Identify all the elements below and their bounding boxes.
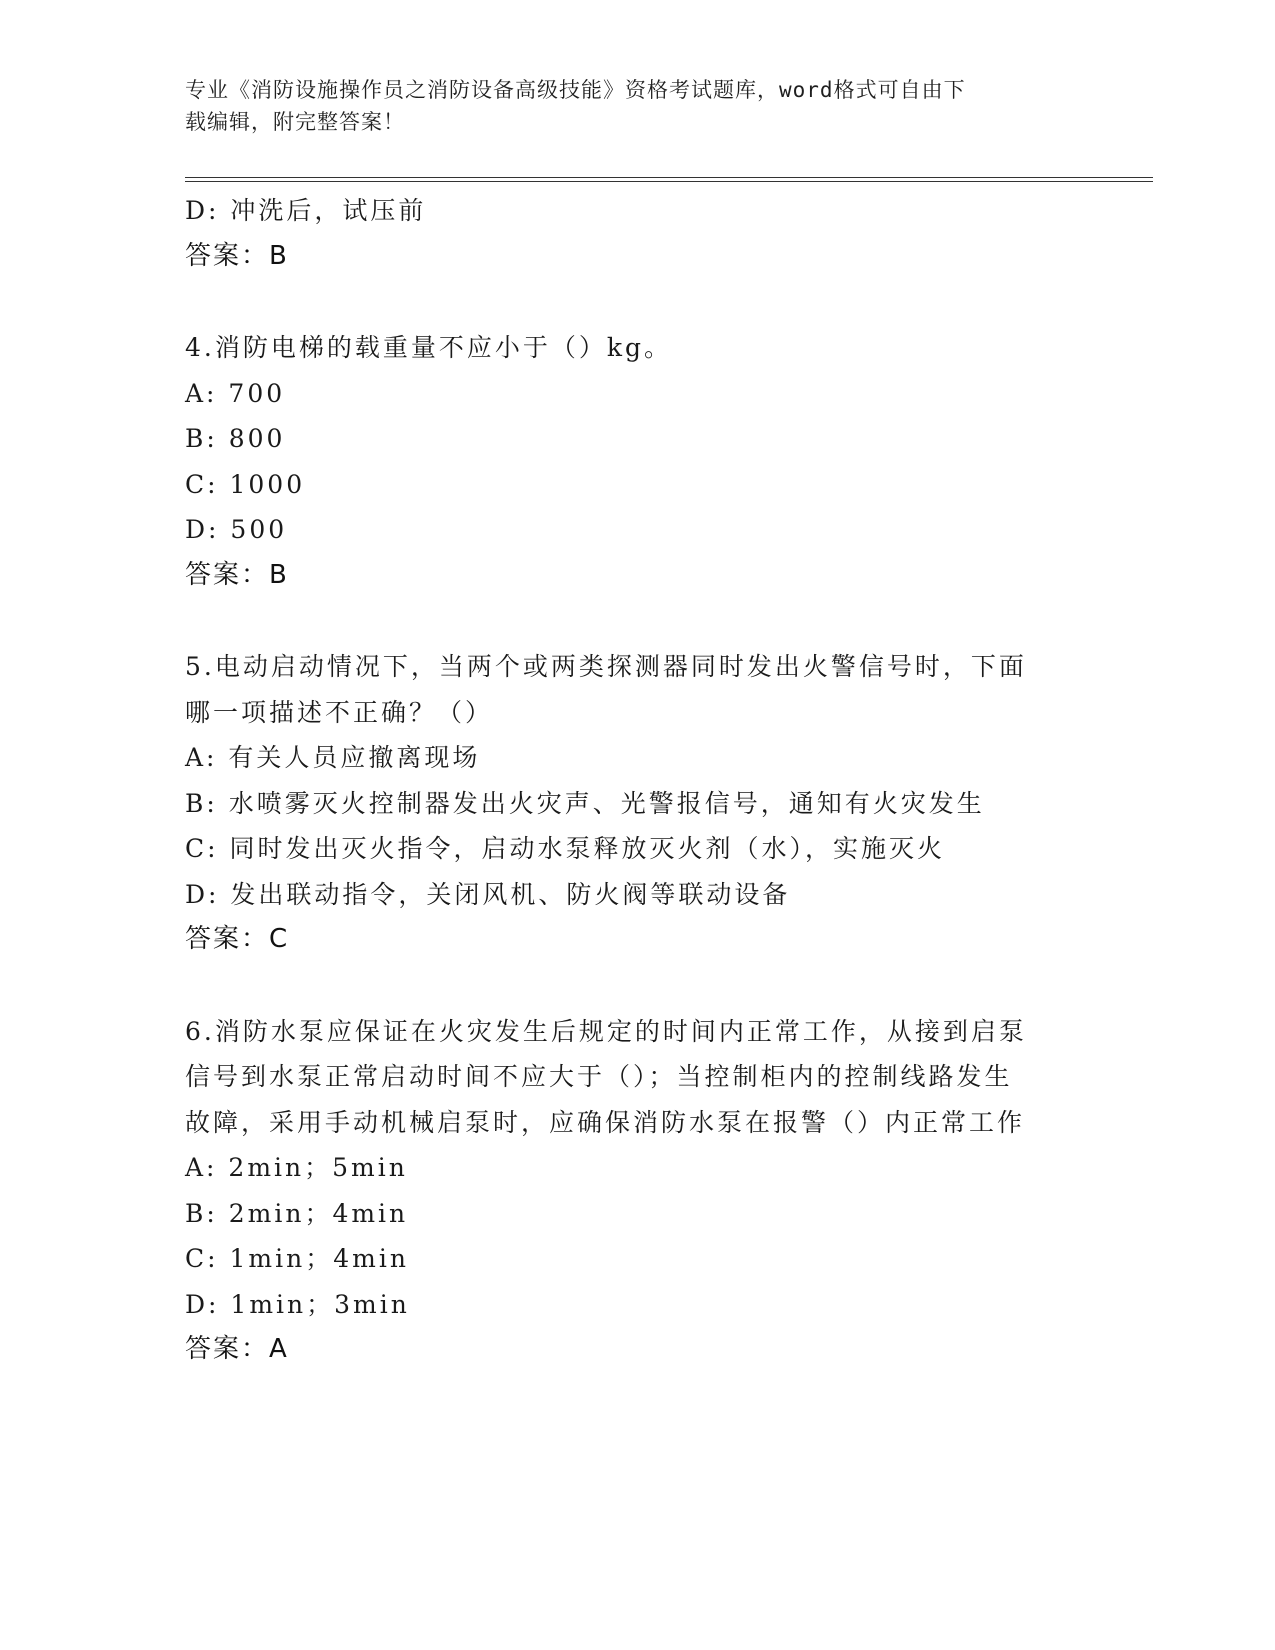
option-d: D: 500 (185, 515, 288, 544)
option-d: D: 发出联动指令，关闭风机、防火阀等联动设备 (185, 879, 791, 909)
question-stem-line-3: 故障，采用手动机械启泵时，应确保消防水泵在报警（）内正常工作 (185, 1107, 1026, 1137)
option-c: C: 1min；4min (185, 1244, 409, 1273)
document-header (185, 74, 1065, 138)
question-stem-line-1: 5.电动启动情况下，当两个或两类探测器同时发出火警信号时，下面 (185, 652, 1027, 681)
question-4 (185, 325, 1085, 598)
option-a: A: 2min；5min (185, 1153, 408, 1182)
answer-line: 答案：C (185, 924, 290, 954)
answer-line: 答案：B (185, 240, 289, 271)
question-stem-line-2: 信号到水泵正常启动时间不应大于（）；当控制柜内的控制线路发生 (185, 1062, 1013, 1091)
option-b: B: 2min；4min (185, 1198, 409, 1228)
option-b: B: 水喷雾灭火控制器发出火灾声、光警报信号，通知有火灾发生 (185, 788, 985, 818)
question-5 (185, 644, 1085, 963)
header-line-2: 载编辑，附完整答案！ (185, 110, 405, 134)
answer-line: 答案：A (185, 1334, 289, 1364)
option-b: B: 800 (185, 424, 286, 453)
option-a: A: 700 (185, 378, 286, 408)
answer-line: 答案：B (185, 559, 289, 590)
option-d: D: 冲洗后，试压前 (185, 196, 427, 225)
question-stem-line-2: 哪一项描述不正确？（） (185, 697, 494, 727)
question-6 (185, 1009, 1085, 1373)
question-list (185, 188, 1085, 1373)
question-3-fragment (185, 188, 1085, 279)
question-stem: 4.消防电梯的载重量不应小于（）kg。 (185, 333, 673, 362)
header-line-1: 专业《消防设施操作员之消防设备高级技能》资格考试题库，word格式可自由下 (185, 78, 966, 102)
option-a: A: 有关人员应撤离现场 (185, 743, 481, 772)
option-d: D: 1min；3min (185, 1289, 410, 1319)
question-stem-line-1: 6.消防水泵应保证在火灾发生后规定的时间内正常工作，从接到启泵 (185, 1016, 1027, 1046)
header-divider (185, 177, 1153, 182)
option-c: C: 1000 (185, 469, 306, 499)
option-c: C: 同时发出灭火指令，启动水泵释放灭火剂（水），实施灭火 (185, 834, 946, 863)
